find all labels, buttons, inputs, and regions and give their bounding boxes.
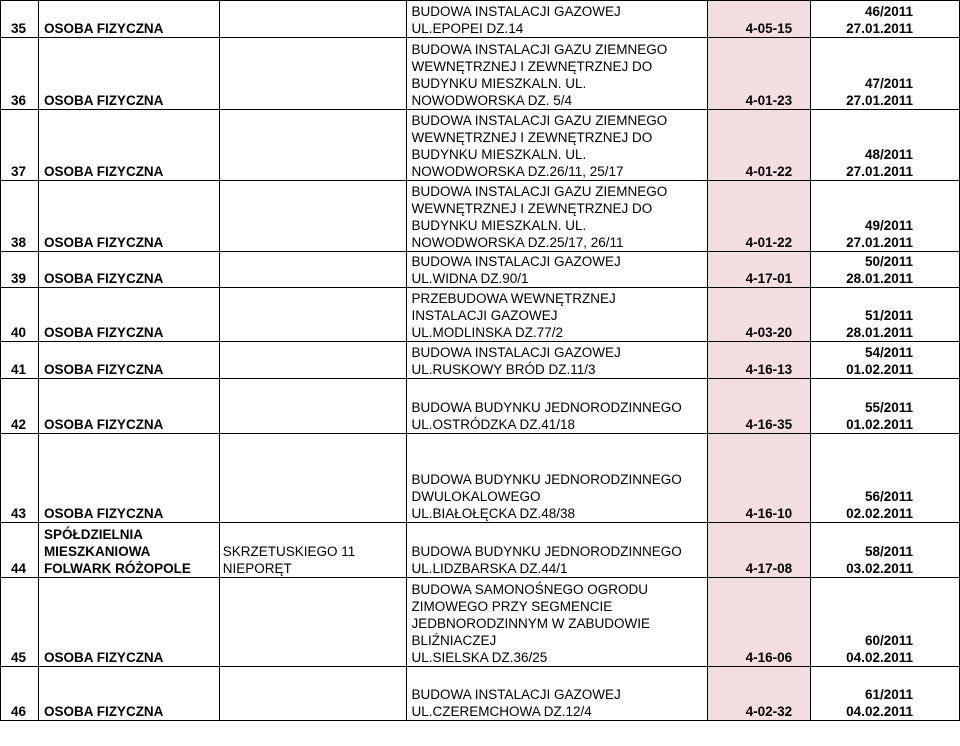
applicant-address — [219, 1, 407, 38]
applicant-address — [219, 342, 407, 379]
project-description-line: WEWNĘTRZNEJ I ZEWNĘTRZNEJ DO — [411, 130, 653, 145]
decision-number-date-line: 27.01.2011 — [846, 21, 913, 36]
applicant-name — [38, 110, 219, 181]
applicant-name-line: OSOBA FIZYCZNA — [43, 362, 164, 377]
project-description-line: NOWODWORSKA DZ. 5/4 — [411, 93, 573, 108]
applicant-name-line: OSOBA FIZYCZNA — [43, 235, 164, 250]
applicant-address — [219, 110, 407, 181]
location-code: 4-16-10 — [708, 434, 811, 523]
project-description-line: UL.LIDZBARSKA DZ.44/1 — [411, 561, 568, 576]
table-row — [1, 379, 960, 434]
project-description-line: JEDBNORODZINNYM W ZABUDOWIE — [411, 616, 650, 631]
location-code: 4-01-23 — [708, 38, 811, 110]
decision-number-date-line: 50/2011 — [864, 254, 913, 269]
table-row — [1, 288, 960, 342]
project-description-line: UL.OSTRÓDZKA DZ.41/18 — [411, 417, 576, 432]
applicant-name — [38, 667, 219, 721]
decision-number-date-line: 49/2011 — [864, 218, 913, 233]
project-description-line: BUDYNKU MIESZKALN. UL. — [411, 147, 587, 162]
decision-number-date-line: 56/2011 — [864, 489, 913, 504]
decision-number-date — [811, 181, 960, 252]
applicant-name-line: OSOBA FIZYCZNA — [43, 650, 164, 665]
applicant-address — [219, 578, 407, 667]
applicant-address — [219, 38, 407, 110]
row-number: 46 — [1, 667, 39, 721]
applicant-address — [219, 379, 407, 434]
applicant-name — [38, 252, 219, 288]
project-description — [407, 288, 708, 342]
project-description-line: BUDYNKU MIESZKALN. UL. — [411, 76, 587, 91]
project-description-line: ZIMOWEGO PRZY SEGMENCIE — [411, 599, 613, 614]
project-description-line: PRZEBUDOWA WEWNĘTRZNEJ — [411, 291, 616, 306]
project-description-line: NOWODWORSKA DZ.25/17, 26/11 — [411, 235, 624, 250]
project-description-line: UL.CZEREMCHOWA DZ.12/4 — [411, 704, 592, 719]
project-description-line: NOWODWORSKA DZ.26/11, 25/17 — [411, 164, 624, 179]
row-number: 42 — [1, 379, 39, 434]
applicant-name-line: SPÓŁDZIELNIA — [43, 527, 143, 542]
decision-number-date-line: 02.02.2011 — [846, 506, 913, 521]
table-row — [1, 342, 960, 379]
project-description-line: WEWNĘTRZNEJ I ZEWNĘTRZNEJ DO — [411, 201, 653, 216]
project-description — [407, 181, 708, 252]
decision-number-date — [811, 434, 960, 523]
table-row — [1, 38, 960, 110]
applicant-name — [38, 379, 219, 434]
project-description — [407, 523, 708, 578]
decision-number-date-line: 54/2011 — [864, 345, 913, 360]
project-description-line: BLIŹNIACZEJ — [411, 633, 497, 648]
project-description — [407, 1, 708, 38]
row-number: 44 — [1, 523, 39, 578]
decision-number-date-line: 46/2011 — [864, 4, 913, 19]
applicant-address — [219, 434, 407, 523]
decision-number-date-line: 47/2011 — [864, 76, 913, 91]
decision-number-date-line: 27.01.2011 — [846, 164, 913, 179]
project-description — [407, 110, 708, 181]
applicant-name-line: OSOBA FIZYCZNA — [43, 704, 164, 719]
applicant-name — [38, 434, 219, 523]
applicant-name-line: OSOBA FIZYCZNA — [43, 506, 164, 521]
project-description-line: BUDOWA INSTALACJI GAZU ZIEMNEGO — [411, 42, 668, 57]
row-number: 36 — [1, 38, 39, 110]
applicant-name — [38, 181, 219, 252]
table-row — [1, 578, 960, 667]
row-number: 38 — [1, 181, 39, 252]
location-code: 4-01-22 — [708, 181, 811, 252]
decision-number-date-line: 28.01.2011 — [846, 325, 913, 340]
decision-number-date — [811, 667, 960, 721]
location-code: 4-17-01 — [708, 252, 811, 288]
location-code: 4-02-32 — [708, 667, 811, 721]
applicant-name-line: OSOBA FIZYCZNA — [43, 21, 164, 36]
applicant-name — [38, 38, 219, 110]
decision-number-date — [811, 38, 960, 110]
row-number: 37 — [1, 110, 39, 181]
decision-number-date-line: 28.01.2011 — [846, 271, 913, 286]
applicant-name-line: OSOBA FIZYCZNA — [43, 164, 164, 179]
decision-number-date-line: 51/2011 — [864, 308, 913, 323]
applicant-name — [38, 342, 219, 379]
location-code: 4-17-08 — [708, 523, 811, 578]
applicant-address-line: NIEPORĘT — [222, 561, 292, 576]
decision-number-date-line: 61/2011 — [864, 687, 913, 702]
table-row — [1, 523, 960, 578]
project-description-line: BUDOWA INSTALACJI GAZOWEJ — [411, 687, 621, 702]
decision-number-date-line: 01.02.2011 — [846, 362, 913, 377]
project-description-line: INSTALACJI GAZOWEJ — [411, 308, 558, 323]
decision-number-date — [811, 523, 960, 578]
project-description — [407, 434, 708, 523]
table-row — [1, 434, 960, 523]
project-description-line: BUDOWA BUDYNKU JEDNORODZINNEGO — [411, 544, 682, 559]
project-description-line: WEWNĘTRZNEJ I ZEWNĘTRZNEJ DO — [411, 59, 653, 74]
table-row — [1, 1, 960, 38]
decision-number-date-line: 27.01.2011 — [846, 93, 913, 108]
applicant-address — [219, 667, 407, 721]
applicant-address — [219, 523, 407, 578]
location-code: 4-16-13 — [708, 342, 811, 379]
project-description-line: UL.RUSKOWY BRÓD DZ.11/3 — [411, 362, 596, 377]
table-body — [1, 1, 960, 721]
project-description — [407, 667, 708, 721]
applicant-name-line: OSOBA FIZYCZNA — [43, 417, 164, 432]
applicant-name-line: OSOBA FIZYCZNA — [43, 325, 164, 340]
decision-number-date-line: 55/2011 — [864, 400, 913, 415]
decision-number-date — [811, 288, 960, 342]
location-code: 4-05-15 — [708, 1, 811, 38]
project-description-line: BUDOWA INSTALACJI GAZU ZIEMNEGO — [411, 113, 668, 128]
row-number: 41 — [1, 342, 39, 379]
decision-number-date-line: 01.02.2011 — [846, 417, 913, 432]
row-number: 35 — [1, 1, 39, 38]
decision-number-date-line: 58/2011 — [864, 544, 913, 559]
project-description-line: UL.WIDNA DZ.90/1 — [411, 271, 529, 286]
project-description-line: UL.EPOPEI DZ.14 — [411, 21, 524, 36]
project-description-line: UL.MODLINSKA DZ.77/2 — [411, 325, 564, 340]
project-description-line: BUDOWA INSTALACJI GAZOWEJ — [411, 254, 621, 269]
project-description-line: BUDOWA INSTALACJI GAZOWEJ — [411, 345, 621, 360]
applicant-address — [219, 288, 407, 342]
decision-number-date-line: 04.02.2011 — [846, 704, 913, 719]
applicant-name-line: OSOBA FIZYCZNA — [43, 93, 164, 108]
project-description — [407, 252, 708, 288]
row-number: 43 — [1, 434, 39, 523]
project-description-line: BUDOWA BUDYNKU JEDNORODZINNEGO — [411, 472, 682, 487]
decision-number-date — [811, 110, 960, 181]
applicant-name — [38, 288, 219, 342]
project-description-line: UL.BIAŁOŁĘCKA DZ.48/38 — [411, 506, 576, 521]
applicant-name — [38, 1, 219, 38]
project-description-line: BUDOWA BUDYNKU JEDNORODZINNEGO — [411, 400, 682, 415]
decision-number-date — [811, 342, 960, 379]
table-row — [1, 667, 960, 721]
project-description-line: BUDYNKU MIESZKALN. UL. — [411, 218, 587, 233]
applicant-name-line: OSOBA FIZYCZNA — [43, 271, 164, 286]
location-code: 4-01-22 — [708, 110, 811, 181]
decision-number-date — [811, 379, 960, 434]
decision-number-date-line: 27.01.2011 — [846, 235, 913, 250]
decision-number-date-line: 48/2011 — [864, 147, 913, 162]
row-number: 40 — [1, 288, 39, 342]
table-row — [1, 110, 960, 181]
decision-number-date — [811, 578, 960, 667]
location-code: 4-03-20 — [708, 288, 811, 342]
applicant-name — [38, 578, 219, 667]
decision-number-date — [811, 252, 960, 288]
project-description-line: BUDOWA INSTALACJI GAZOWEJ — [411, 4, 621, 19]
project-description-line: BUDOWA INSTALACJI GAZU ZIEMNEGO — [411, 184, 668, 199]
row-number: 39 — [1, 252, 39, 288]
decision-number-date-line: 03.02.2011 — [846, 561, 913, 576]
project-description — [407, 578, 708, 667]
table-row — [1, 252, 960, 288]
applicant-name-line: MIESZKANIOWA — [43, 544, 151, 559]
project-description — [407, 342, 708, 379]
applicant-address-line: SKRZETUSKIEGO 11 — [222, 544, 356, 559]
project-description-line: BUDOWA SAMONOŚNEGO OGRODU — [411, 582, 649, 597]
table-row — [1, 181, 960, 252]
project-description — [407, 379, 708, 434]
project-description-line: DWULOKALOWEGO — [411, 489, 541, 504]
decision-number-date-line: 60/2011 — [864, 633, 913, 648]
location-code: 4-16-06 — [708, 578, 811, 667]
project-description-line: UL.SIELSKA DZ.36/25 — [411, 650, 548, 665]
location-code: 4-16-35 — [708, 379, 811, 434]
applicant-name-line: FOLWARK RÓŻOPOLE — [43, 561, 191, 576]
applicant-address — [219, 252, 407, 288]
decision-number-date — [811, 1, 960, 38]
applicant-name — [38, 523, 219, 578]
project-description — [407, 38, 708, 110]
applicant-address — [219, 181, 407, 252]
row-number: 45 — [1, 578, 39, 667]
decision-number-date-line: 04.02.2011 — [846, 650, 913, 665]
